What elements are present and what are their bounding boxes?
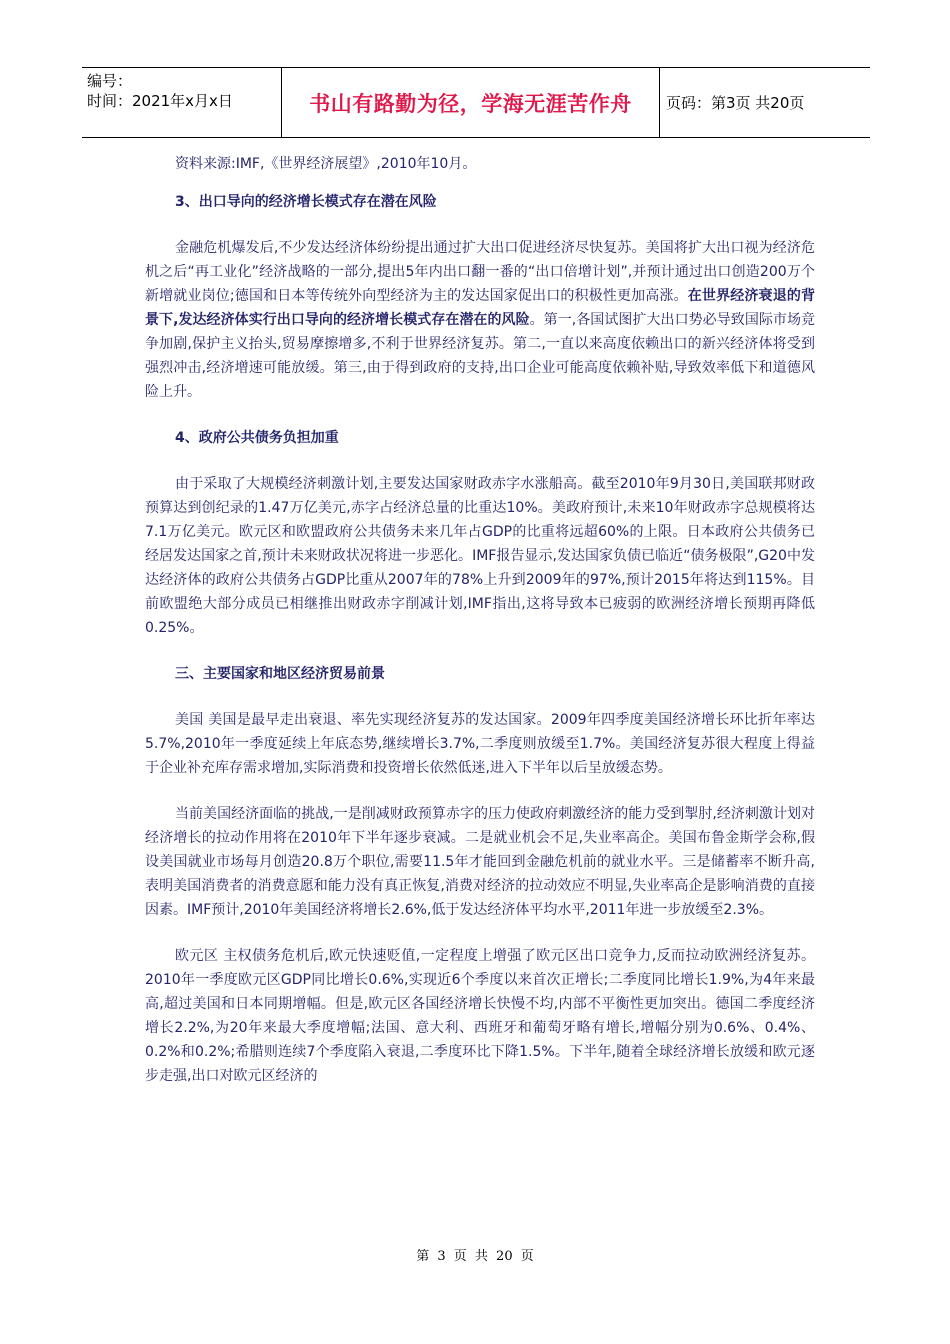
section-heading-major-economies: 三、主要国家和地区经济贸易前景 [175, 666, 385, 682]
source-note: 资料来源:IMF,《世界经济展望》,2010年10月。 [175, 156, 477, 172]
bold-emphasis: 在世界经济衰退的背景下,发达经济体实行出口导向的经济增长模式存在潜在的风险 [145, 288, 816, 328]
page-header [82, 67, 870, 138]
paragraph-export-risk [145, 236, 815, 404]
document-time-label: 时间：2021年x月x日 [87, 92, 233, 110]
paragraph-us-recovery: 美国 美国是最早走出衰退、率先实现经济复苏的发达国家。2009年四季度美国经济增长环比折年率达5.7%,2010年一季度延续上年底态势,继续增长3.7%,二季度则放缓至1.7%。美国经济复苏很大程度上得益于企业补充库存需求增加,实际消费和投资增长依然低迷,进入下半年以后呈放缓态势。 [145, 712, 815, 776]
page-footer: 第 3 页 共 20 页 [416, 1249, 534, 1264]
paragraph-us-challenges: 当前美国经济面临的挑战,一是削减财政预算赤字的压力使政府刺激经济的能力受到掣肘,经济刺激计划对经济增长的拉动作用将在2010年下半年逐步衰减。二是就业机会不足,失业率高企。美国布鲁金斯学会称,假设美国就业市场每月创造20.8万个职位,需要11.5年才能回到金融危机前的就业水平。三是储蓄率不断升高,表明美国消费者的消费意愿和能力没有真正恢复,消费对经济的拉动效应不明显,失业率高企是影响消费的直接因素。IMF预计,2010年美国经济将增长2.6%,低于发达经济体平均水平,2011年进一步放缓至2.3%。 [145, 806, 815, 918]
header-meta [82, 68, 282, 137]
section-heading-3: 3、出口导向的经济增长模式存在潜在风险 [175, 194, 437, 210]
document-number-label: 编号： [87, 72, 133, 90]
paragraph-eurozone: 欧元区 主权债务危机后,欧元快速贬值,一定程度上增强了欧元区出口竞争力,反而拉动欧洲经济复苏。2010年一季度欧元区GDP同比增长0.6%,实现近6个季度以来首次正增长;二季度同比增长1.9%,为4年来最高,超过美国和日本同期增幅。但是,欧元区各国经济增长快慢不均,内部不平衡性更加突出。德国二季度经济增长2.2%,为20年来最大季度增幅;法国、意大利、西班牙和葡萄牙略有增长,增幅分别为0.6%、0.4%、0.2%和0.2%;希腊则连续7个季度陷入衰退,二季度环比下降1.5%。下半年,随着全球经济增长放缓和欧元逐步走强,出口对欧元区经济的 [145, 948, 815, 1084]
document-body [145, 152, 815, 1110]
header-slogan: 书山有路勤为径，学海无涯苦作舟 [282, 68, 660, 137]
paragraph-public-debt: 由于采取了大规模经济刺激计划,主要发达国家财政赤字水涨船高。截至2010年9月30日,美国联邦财政预算达到创纪录的1.47万亿美元,赤字占经济总量的比重达10%。美政府预计,未来10年财政赤字总规模将达7.1万亿美元。欧元区和欧盟政府公共债务未来几年占GDP的比重将远超60%的上限。日本政府公共债务已经居发达国家之首,预计未来财政状况将进一步恶化。IMF报告显示,发达国家负债已临近“债务极限”,G20中发达经济体的政府公共债务占GDP比重从2007年的78%上升到2009年的97%,预计2015年将达到115%。目前欧盟绝大部分成员已相继推出财政赤字削减计划,IMF指出,这将导致本已疲弱的欧洲经济增长预期再降低0.25%。 [145, 476, 815, 636]
header-page-number: 页码：第3页 共20页 [666, 94, 805, 112]
paragraph-text: 。第一,各国试图扩大出口势必导致国际市场竞争加剧,保护主义抬头,贸易摩擦增多,不利于世界经济复苏。第二,一直以来高度依赖出口的新兴经济体将受到强烈冲击,经济增速可能放缓。第三,由于得到政府的支持,出口企业可能高度依赖补贴,导致效率低下和道德风险上升。 [145, 312, 815, 400]
section-heading-4: 4、政府公共债务负担加重 [175, 430, 339, 446]
paragraph-text: 金融危机爆发后,不少发达经济体纷纷提出通过扩大出口促进经济尽快复苏。美国将扩大出口视为经济危机之后“再工业化”经济战略的一部分,提出5年内出口翻一番的“出口倍增计划”,并预计通过出口创造200万个新增就业岗位;德国和日本等传统外向型经济为主的发达国家促出口的积极性更加高涨。 [145, 240, 815, 304]
